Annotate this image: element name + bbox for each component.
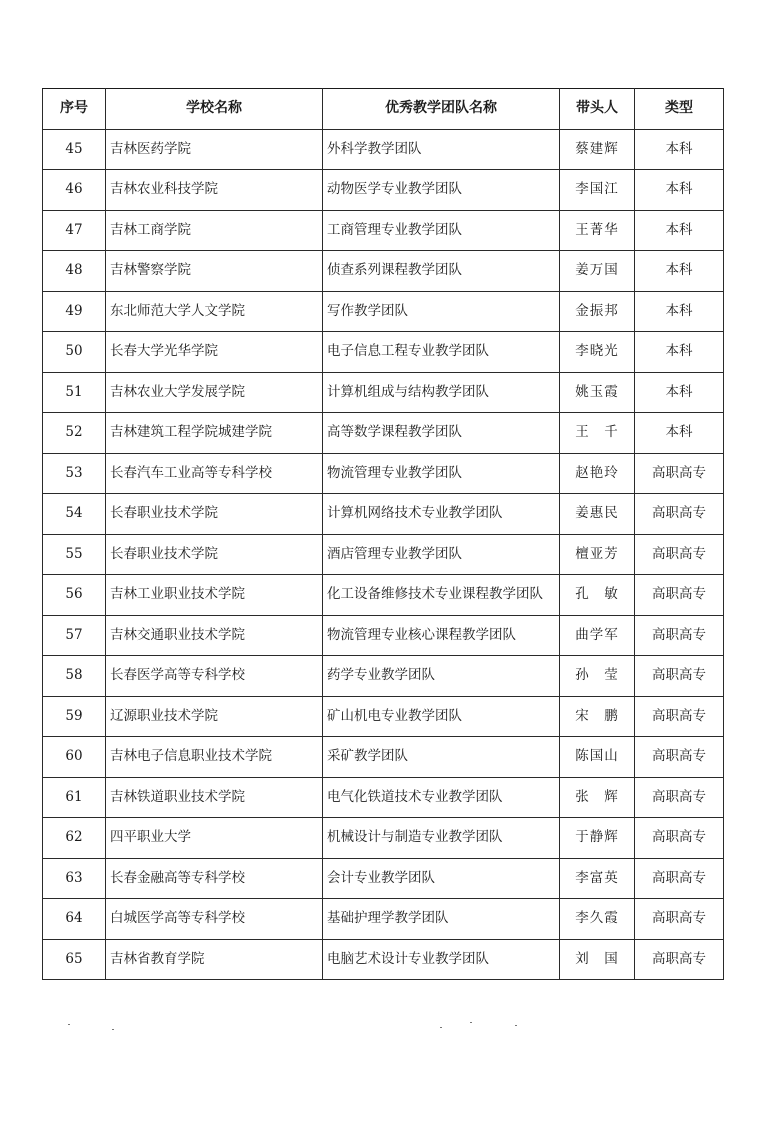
row-school: 长春医学高等专科学校 bbox=[106, 656, 323, 697]
row-type: 高职高专 bbox=[635, 696, 724, 737]
header-school: 学校名称 bbox=[106, 89, 323, 130]
row-type: 本科 bbox=[635, 170, 724, 211]
row-leader: 姜万国 bbox=[560, 251, 635, 292]
table-row bbox=[43, 696, 724, 737]
row-type: 高职高专 bbox=[635, 656, 724, 697]
row-num: 54 bbox=[43, 494, 106, 535]
row-school: 吉林工商学院 bbox=[106, 210, 323, 251]
row-num: 56 bbox=[43, 575, 106, 616]
row-school: 吉林交通职业技术学院 bbox=[106, 615, 323, 656]
table-header-row bbox=[43, 89, 724, 130]
table-row bbox=[43, 372, 724, 413]
row-num: 60 bbox=[43, 737, 106, 778]
row-num: 45 bbox=[43, 129, 106, 170]
row-leader: 李晓光 bbox=[560, 332, 635, 373]
table-row bbox=[43, 899, 724, 940]
row-type: 高职高专 bbox=[635, 534, 724, 575]
table-row bbox=[43, 413, 724, 454]
row-leader: 李富英 bbox=[560, 858, 635, 899]
table-row bbox=[43, 291, 724, 332]
row-school: 吉林农业科技学院 bbox=[106, 170, 323, 211]
row-school: 吉林医药学院 bbox=[106, 129, 323, 170]
row-school: 四平职业大学 bbox=[106, 818, 323, 859]
row-school: 吉林省教育学院 bbox=[106, 939, 323, 980]
row-leader: 张 辉 bbox=[560, 777, 635, 818]
row-num: 62 bbox=[43, 818, 106, 859]
table-row bbox=[43, 453, 724, 494]
row-school: 长春大学光华学院 bbox=[106, 332, 323, 373]
row-num: 64 bbox=[43, 899, 106, 940]
scan-speck bbox=[515, 1025, 517, 1026]
row-team: 动物医学专业教学团队 bbox=[323, 170, 560, 211]
row-leader: 檀亚芳 bbox=[560, 534, 635, 575]
row-school: 吉林铁道职业技术学院 bbox=[106, 777, 323, 818]
row-type: 高职高专 bbox=[635, 737, 724, 778]
row-num: 61 bbox=[43, 777, 106, 818]
row-num: 55 bbox=[43, 534, 106, 575]
header-num: 序号 bbox=[43, 89, 106, 130]
table-body bbox=[43, 129, 724, 980]
row-team: 矿山机电专业教学团队 bbox=[323, 696, 560, 737]
row-team: 会计专业教学团队 bbox=[323, 858, 560, 899]
row-team: 电子信息工程专业教学团队 bbox=[323, 332, 560, 373]
row-school: 东北师范大学人文学院 bbox=[106, 291, 323, 332]
row-leader: 李国江 bbox=[560, 170, 635, 211]
row-school: 辽源职业技术学院 bbox=[106, 696, 323, 737]
row-team: 基础护理学教学团队 bbox=[323, 899, 560, 940]
row-type: 高职高专 bbox=[635, 818, 724, 859]
row-school: 长春金融高等专科学校 bbox=[106, 858, 323, 899]
table-row bbox=[43, 332, 724, 373]
row-team: 药学专业教学团队 bbox=[323, 656, 560, 697]
row-num: 52 bbox=[43, 413, 106, 454]
row-leader: 曲学军 bbox=[560, 615, 635, 656]
scan-speck bbox=[112, 1029, 114, 1030]
row-num: 51 bbox=[43, 372, 106, 413]
row-num: 57 bbox=[43, 615, 106, 656]
table-row bbox=[43, 615, 724, 656]
row-type: 本科 bbox=[635, 291, 724, 332]
row-leader: 王菁华 bbox=[560, 210, 635, 251]
table-row bbox=[43, 737, 724, 778]
row-team: 计算机组成与结构教学团队 bbox=[323, 372, 560, 413]
row-leader: 陈国山 bbox=[560, 737, 635, 778]
row-leader: 蔡建辉 bbox=[560, 129, 635, 170]
row-team: 采矿教学团队 bbox=[323, 737, 560, 778]
row-school: 吉林建筑工程学院城建学院 bbox=[106, 413, 323, 454]
row-type: 高职高专 bbox=[635, 575, 724, 616]
row-type: 本科 bbox=[635, 372, 724, 413]
row-num: 47 bbox=[43, 210, 106, 251]
row-num: 65 bbox=[43, 939, 106, 980]
row-num: 58 bbox=[43, 656, 106, 697]
row-type: 本科 bbox=[635, 332, 724, 373]
row-school: 吉林农业大学发展学院 bbox=[106, 372, 323, 413]
table-row bbox=[43, 656, 724, 697]
table-row bbox=[43, 534, 724, 575]
row-team: 酒店管理专业教学团队 bbox=[323, 534, 560, 575]
row-leader: 于静辉 bbox=[560, 818, 635, 859]
row-team: 化工设备维修技术专业课程教学团队 bbox=[323, 575, 560, 616]
row-type: 本科 bbox=[635, 210, 724, 251]
row-team: 计算机网络技术专业教学团队 bbox=[323, 494, 560, 535]
header-leader: 带头人 bbox=[560, 89, 635, 130]
row-num: 46 bbox=[43, 170, 106, 211]
row-type: 高职高专 bbox=[635, 777, 724, 818]
row-team: 电气化铁道技术专业教学团队 bbox=[323, 777, 560, 818]
row-leader: 王 千 bbox=[560, 413, 635, 454]
row-type: 本科 bbox=[635, 129, 724, 170]
row-leader: 李久霞 bbox=[560, 899, 635, 940]
row-school: 长春职业技术学院 bbox=[106, 534, 323, 575]
row-school: 白城医学高等专科学校 bbox=[106, 899, 323, 940]
row-num: 59 bbox=[43, 696, 106, 737]
teaching-team-table bbox=[42, 88, 724, 980]
table-row bbox=[43, 818, 724, 859]
row-type: 高职高专 bbox=[635, 494, 724, 535]
scan-speck bbox=[68, 1024, 70, 1025]
row-leader: 孙 莹 bbox=[560, 656, 635, 697]
table-row bbox=[43, 858, 724, 899]
row-type: 高职高专 bbox=[635, 858, 724, 899]
row-num: 49 bbox=[43, 291, 106, 332]
row-team: 高等数学课程教学团队 bbox=[323, 413, 560, 454]
row-team: 机械设计与制造专业教学团队 bbox=[323, 818, 560, 859]
row-num: 53 bbox=[43, 453, 106, 494]
row-leader: 孔 敏 bbox=[560, 575, 635, 616]
row-team: 电脑艺术设计专业教学团队 bbox=[323, 939, 560, 980]
row-school: 吉林工业职业技术学院 bbox=[106, 575, 323, 616]
row-leader: 赵艳玲 bbox=[560, 453, 635, 494]
scan-speck bbox=[470, 1022, 472, 1023]
row-team: 外科学教学团队 bbox=[323, 129, 560, 170]
table-row bbox=[43, 777, 724, 818]
table-row bbox=[43, 939, 724, 980]
row-team: 写作教学团队 bbox=[323, 291, 560, 332]
table-row bbox=[43, 210, 724, 251]
row-school: 吉林电子信息职业技术学院 bbox=[106, 737, 323, 778]
row-type: 高职高专 bbox=[635, 453, 724, 494]
row-type: 本科 bbox=[635, 251, 724, 292]
row-school: 吉林警察学院 bbox=[106, 251, 323, 292]
row-team: 工商管理专业教学团队 bbox=[323, 210, 560, 251]
row-type: 高职高专 bbox=[635, 615, 724, 656]
row-type: 本科 bbox=[635, 413, 724, 454]
row-team: 侦查系列课程教学团队 bbox=[323, 251, 560, 292]
row-leader: 姚玉霞 bbox=[560, 372, 635, 413]
table-row bbox=[43, 170, 724, 211]
row-num: 48 bbox=[43, 251, 106, 292]
row-type: 高职高专 bbox=[635, 939, 724, 980]
row-school: 长春汽车工业高等专科学校 bbox=[106, 453, 323, 494]
table-row bbox=[43, 494, 724, 535]
table-row bbox=[43, 129, 724, 170]
row-team: 物流管理专业核心课程教学团队 bbox=[323, 615, 560, 656]
row-type: 高职高专 bbox=[635, 899, 724, 940]
header-team: 优秀教学团队名称 bbox=[323, 89, 560, 130]
row-leader: 宋 鹏 bbox=[560, 696, 635, 737]
header-type: 类型 bbox=[635, 89, 724, 130]
row-leader: 姜惠民 bbox=[560, 494, 635, 535]
row-leader: 金振邦 bbox=[560, 291, 635, 332]
table-row bbox=[43, 575, 724, 616]
row-school: 长春职业技术学院 bbox=[106, 494, 323, 535]
row-team: 物流管理专业教学团队 bbox=[323, 453, 560, 494]
row-num: 63 bbox=[43, 858, 106, 899]
scan-speck bbox=[440, 1027, 442, 1028]
row-num: 50 bbox=[43, 332, 106, 373]
row-leader: 刘 国 bbox=[560, 939, 635, 980]
table-row bbox=[43, 251, 724, 292]
